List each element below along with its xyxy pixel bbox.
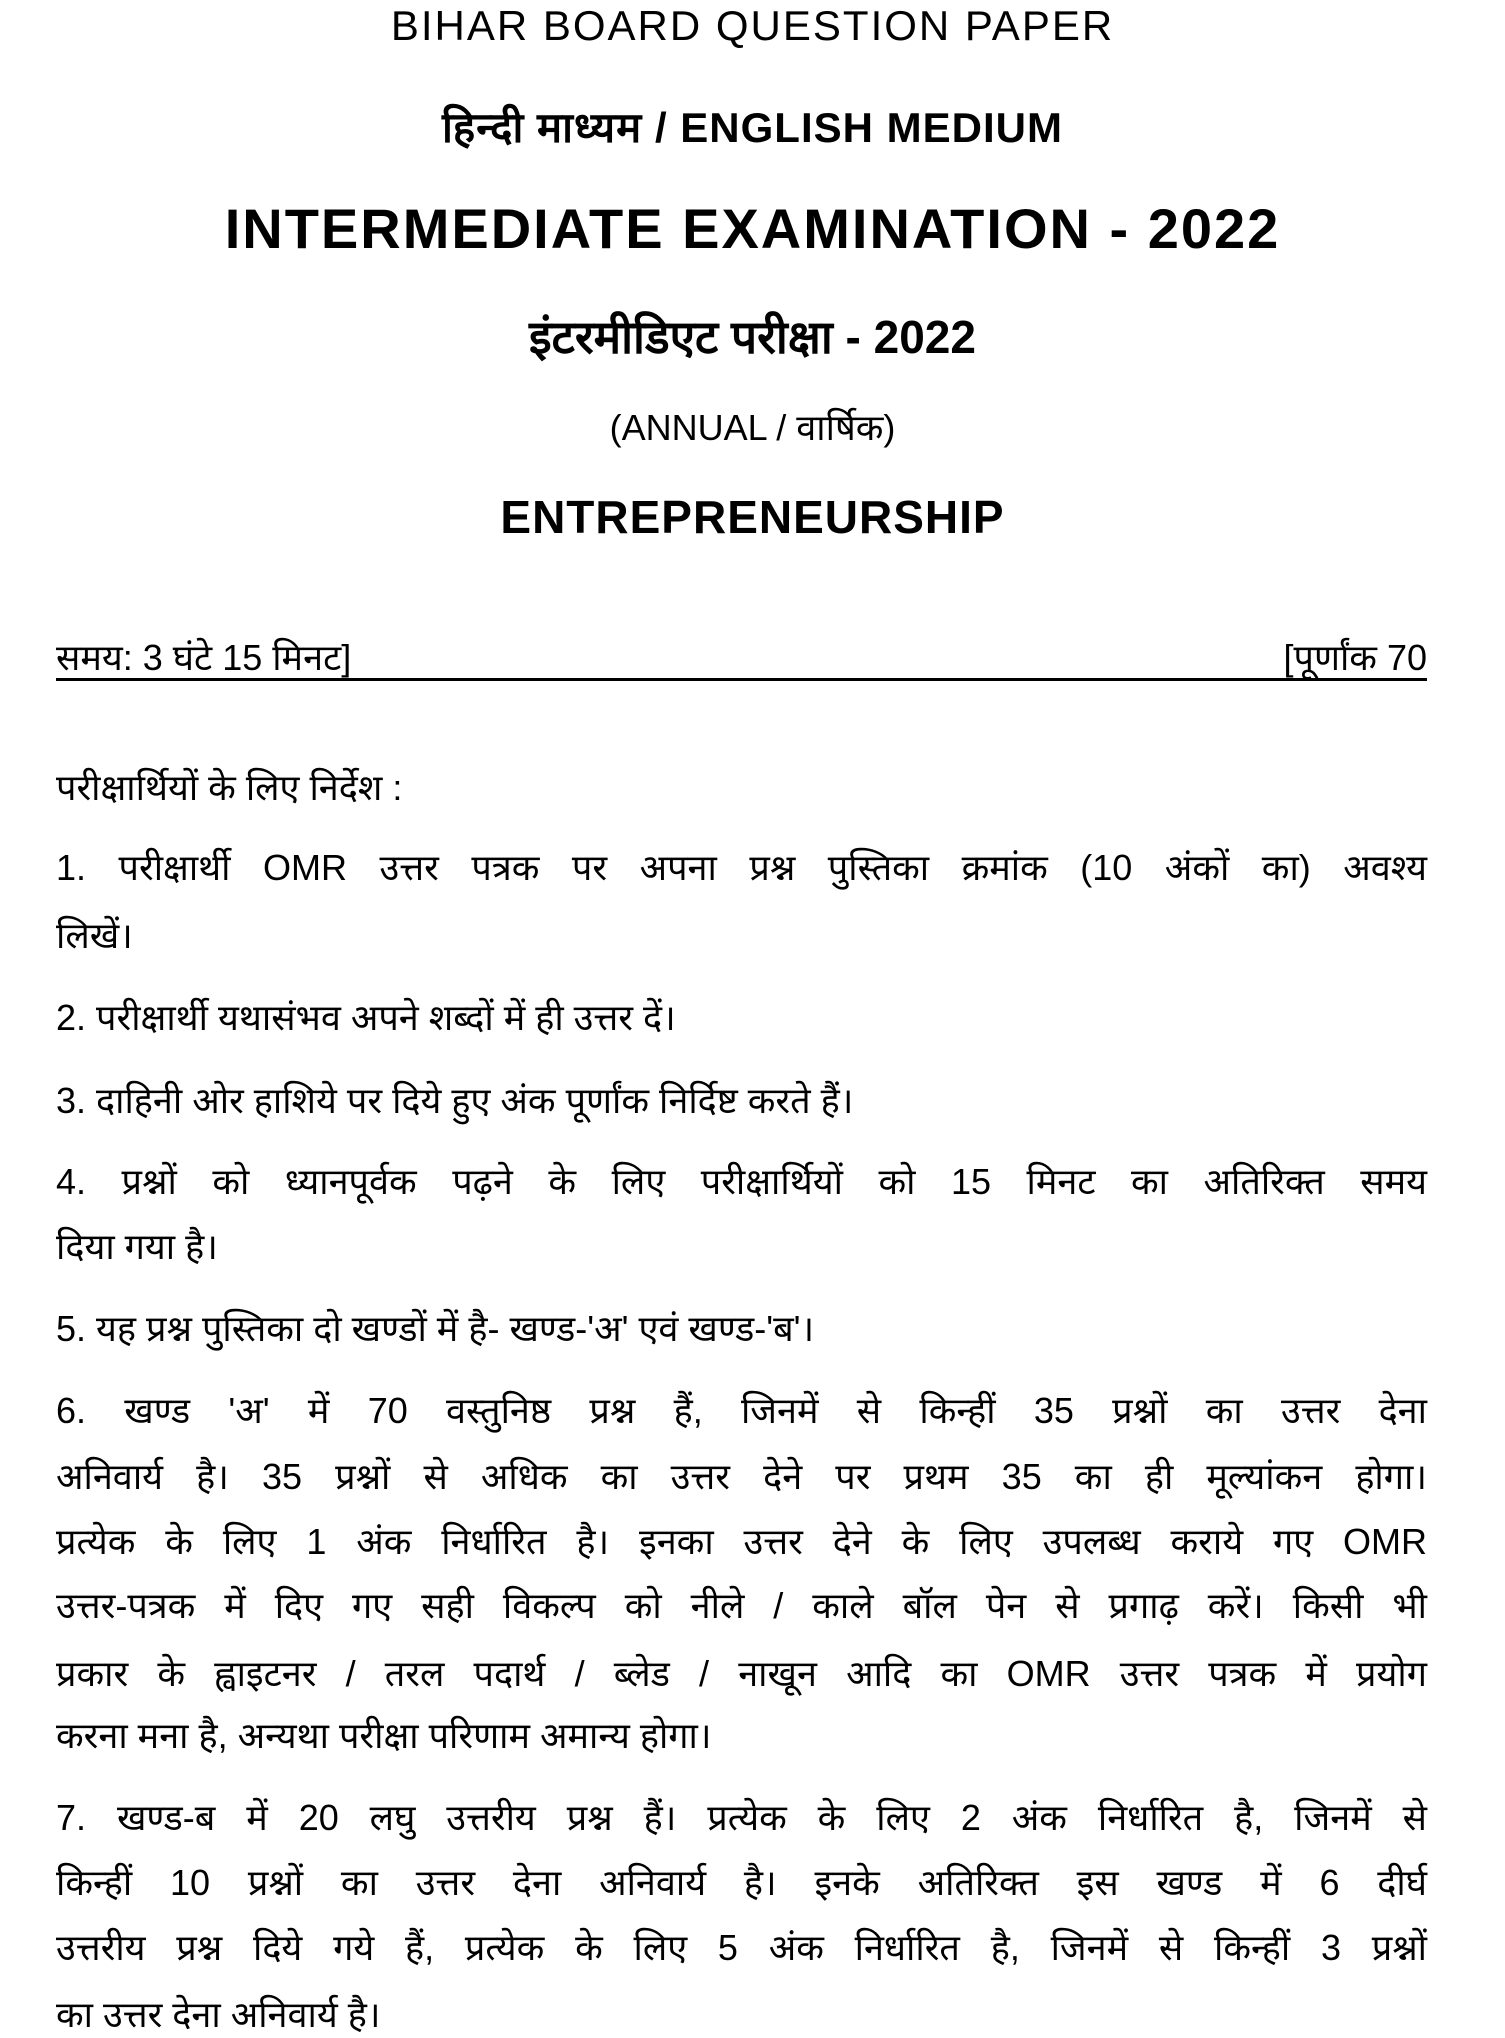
instruction-1-line: लिखें। xyxy=(56,915,133,956)
medium-title: हिन्दी माध्यम / ENGLISH MEDIUM xyxy=(442,104,1063,151)
time-marks-bar xyxy=(56,632,1427,681)
instruction-6-line: प्रत्येक के लिए 1 अंक निर्धारित है। इनका उत्तर देने के लिए उपलब्ध कराये गए OMR xyxy=(56,1521,1427,1562)
instruction-2-line: 2. परीक्षार्थी यथासंभव अपने शब्दों में ही उत्तर दें। xyxy=(56,997,676,1038)
instruction-5-line: 5. यह प्रश्न पुस्तिका दो खण्डों में है- खण्ड-'अ' एवं खण्ड-'ब'। xyxy=(56,1308,815,1349)
instruction-7-line: 7. खण्ड-ब में 20 लघु उत्तरीय प्रश्न हैं। प्रत्येक के लिए 2 अंक निर्धारित है, जिनमें से xyxy=(56,1797,1427,1838)
exam-title-hindi: इंटरमीडिएट परीक्षा - 2022 xyxy=(529,311,976,363)
instruction-1-line: 1. परीक्षार्थी OMR उत्तर पत्रक पर अपना प्रश्न पुस्तिका क्रमांक (10 अंकों का) अवश्य xyxy=(56,847,1427,888)
board-title: BIHAR BOARD QUESTION PAPER xyxy=(390,2,1115,49)
instruction-3-line: 3. दाहिनी ओर हाशिये पर दिये हुए अंक पूर्णांक निर्दिष्ट करते हैं। xyxy=(56,1080,854,1121)
instructions-heading: परीक्षार्थियों के लिए निर्देश : xyxy=(56,767,403,808)
time-allowed: समय: 3 घंटे 15 मिनट] xyxy=(56,637,352,678)
instruction-6-line: प्रकार के ह्वाइटनर / तरल पदार्थ / ब्लेड / नाखून आदि का OMR उत्तर पत्रक में प्रयोग xyxy=(56,1653,1427,1694)
instruction-6-line: करना मना है, अन्यथा परीक्षा परिणाम अमान्य होगा। xyxy=(56,1715,712,1756)
instruction-4-line: दिया गया है। xyxy=(56,1226,218,1267)
instruction-7-line: उत्तरीय प्रश्न दिये गये हैं, प्रत्येक के लिए 5 अंक निर्धारित है, जिनमें से किन्हीं 3 प्रश्नों xyxy=(56,1927,1427,1968)
exam-title-english: INTERMEDIATE EXAMINATION - 2022 xyxy=(224,197,1281,260)
instruction-7-line: किन्हीं 10 प्रश्नों का उत्तर देना अनिवार्य है। इनके अतिरिक्त इस खण्ड में 6 दीर्घ xyxy=(56,1862,1427,1903)
instruction-6-line: उत्तर-पत्रक में दिए गए सही विकल्प को नीले / काले बॉल पेन से प्रगाढ़ करें। किसी भी xyxy=(56,1585,1427,1626)
instruction-6-line: अनिवार्य है। 35 प्रश्नों से अधिक का उत्तर देने पर प्रथम 35 का ही मूल्यांकन होगा। xyxy=(56,1456,1427,1497)
instruction-7-line: का उत्तर देना अनिवार्य है। xyxy=(56,1994,381,2035)
instruction-6-line: 6. खण्ड 'अ' में 70 वस्तुनिष्ठ प्रश्न हैं, जिनमें से किन्हीं 35 प्रश्नों का उत्तर देना xyxy=(56,1390,1427,1431)
instruction-4-line: 4. प्रश्नों को ध्यानपूर्वक पढ़ने के लिए परीक्षार्थियों को 15 मिनट का अतिरिक्त समय xyxy=(56,1161,1427,1202)
subject-title: ENTREPRENEURSHIP xyxy=(500,491,1005,543)
session-label: (ANNUAL / वार्षिक) xyxy=(609,407,896,448)
full-marks: [पूर्णांक 70 xyxy=(1283,637,1427,678)
